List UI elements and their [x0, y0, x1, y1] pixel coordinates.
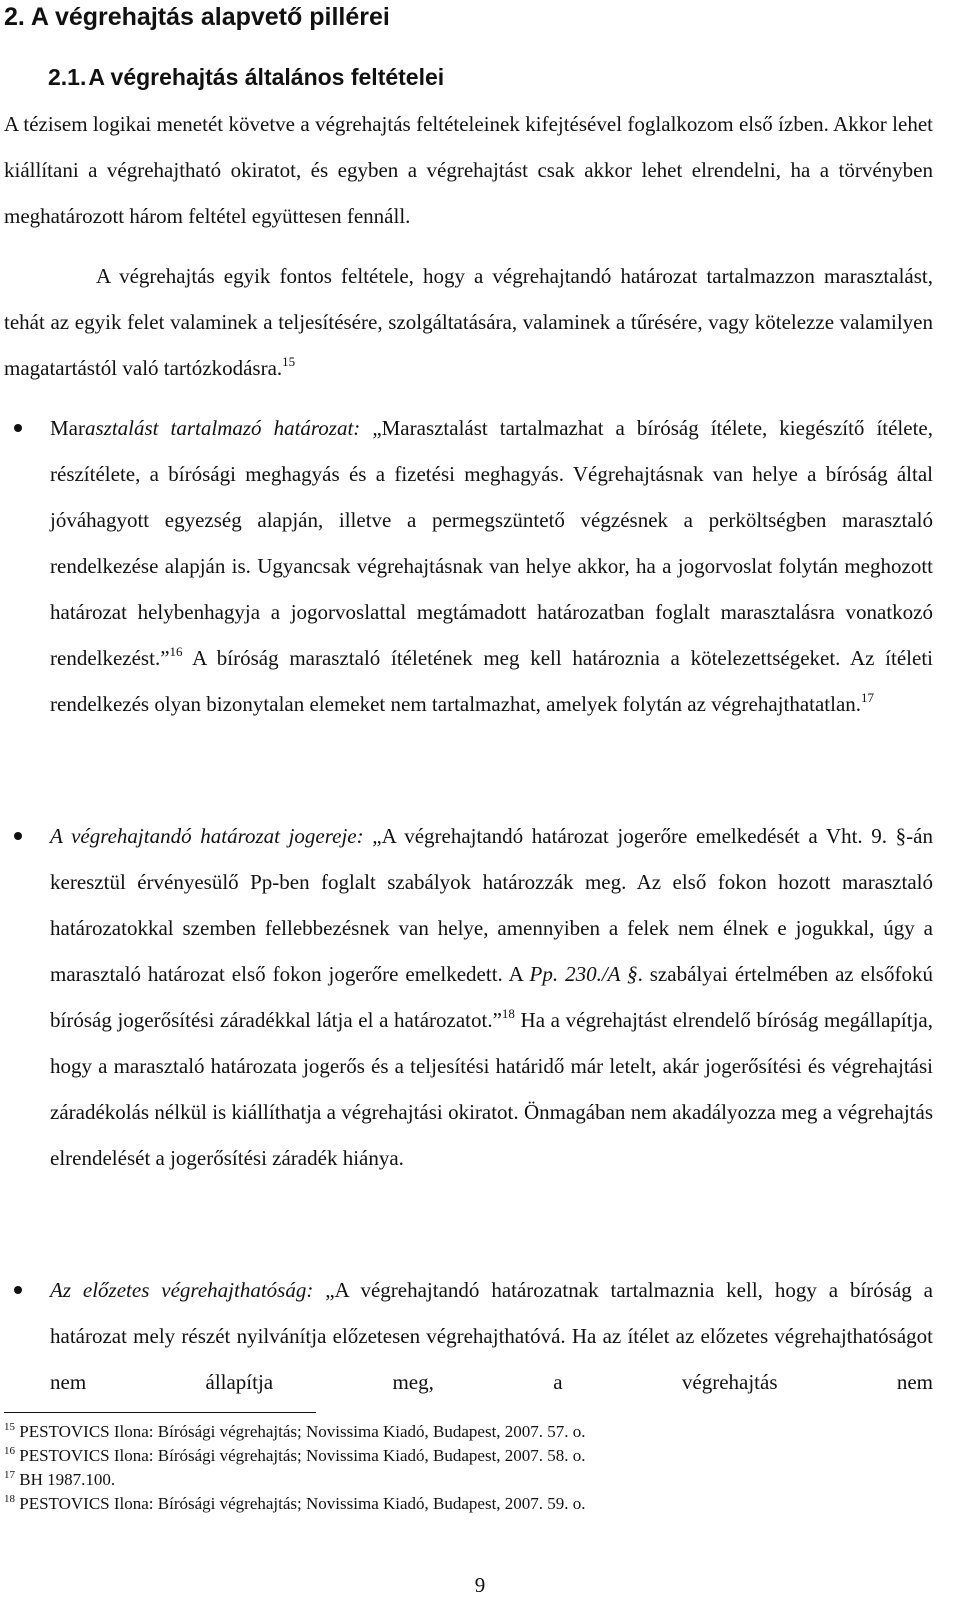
bullet-body: „A végrehajtandó határozatnak tartalmaznia kell, hogy a bíróság a határozat mely részét nyilvánítja előzetesen végrehajthatóvá. Ha az ítélet az előzetes végrehajthatóságot nem állapítja meg, a végrehajtás nem	[50, 1278, 933, 1394]
footnote	[4, 1444, 933, 1468]
page-number: 9	[474, 1573, 486, 1597]
bullet-icon	[14, 832, 22, 840]
footnote-number: 17	[4, 1469, 15, 1481]
bullet-text	[50, 813, 933, 1181]
bullet-icon	[14, 424, 22, 432]
bullet-icon	[14, 1286, 22, 1294]
bullet-lead-italic: Az előzetes végrehajthatóság:	[50, 1278, 314, 1302]
footnote-ref-18: 18	[501, 1006, 515, 1021]
condition-paragraph	[4, 253, 933, 391]
section-number: 2.1.	[48, 64, 87, 90]
footnote	[4, 1492, 933, 1516]
bullet-body-a: „Marasztalást tartalmazhat a bíróság ítélete, kiegészítő ítélete, részítélete, a bírósági meghagyás és a fizetési meghagyás. Végrehajtásnak van helye a bíróság által jóváhagyott egyezség alapján, illetve a permegszüntető végzésnek a perköltségben marasztaló rendelkezése alapján is. Ugyancsak végrehajtásnak van helye akkor, ha a jogorvoslat folytán meghozott határozat helybenhagyja a jogorvoslattal megtámadott határozatban foglalt marasztalásra vonatkozó rendelkezést.”	[50, 416, 933, 670]
bullet-body-a: „A végrehajtandó határozat jogerőre emelkedését a Vht. 9. §-án keresztül érvényesülő Pp-ben foglalt szabályok határozzák meg. Az első fokon hozott marasztaló határozatokkal szemben fellebbezésnek van helye, amennyiben a felek nem élnek e jogukkal, úgy a marasztaló határozat első fokon jogerőre emelkedett. A	[50, 824, 934, 986]
bullet-body-b: A bíróság marasztaló ítéletének meg kell határoznia a kötelezettségeket. Az ítéleti rendelkezés olyan bizonytalan elemeket nem tartalmazhat, amelyek folytán az végrehajthatatlan.	[50, 646, 933, 716]
bullet-lead-italic: asztalást tartalmazó határozat:	[85, 416, 361, 440]
condition-paragraph-text: A végrehajtás egyik fontos feltétele, hogy a végrehajtandó határozat tartalmazzon marasztalást, tehát az egyik felet valaminek a teljesítésére, szolgáltatására, valaminek a tűrésére, vagy kötelezze valamilyen magatartástól való tartózkodásra.	[4, 264, 933, 380]
footnote-number: 16	[4, 1445, 15, 1457]
footnote-ref-15: 15	[282, 354, 296, 369]
bullet-italic-ref: Pp. 230./A §	[529, 962, 638, 986]
footnote-separator	[4, 1412, 316, 1413]
intro-paragraph: A tézisem logikai menetét követve a végrehajtás feltételeinek kifejtésével foglalkozom első ízben. Akkor lehet kiállítani a végrehajtható okiratot, és egyben a végrehajtást csak akkor lehet elrendelni, ha a törvényben meghatározott három feltétel együttesen fennáll.	[4, 112, 933, 228]
bullet-lead-italic: A végrehajtandó határozat jogereje:	[50, 824, 364, 848]
footnotes	[4, 1420, 933, 1516]
footnote	[4, 1468, 933, 1492]
footnote	[4, 1420, 933, 1444]
footnote-text: PESTOVICS Ilona: Bírósági végrehajtás; Novissima Kiadó, Budapest, 2007. 58. o.	[15, 1446, 586, 1465]
section-heading	[48, 62, 444, 92]
chapter-heading: 2. A végrehajtás alapvető pillérei	[4, 3, 390, 31]
footnote-number: 15	[4, 1421, 15, 1433]
bullet-lead-plain: Mar	[50, 416, 85, 440]
footnote-ref-16: 16	[169, 644, 183, 659]
bullet-text	[50, 1267, 933, 1405]
bullet-body-b: . szabályai értelmében az elsőfokú bíróság jogerősítési záradékkal látja el a határozatot.”	[50, 962, 933, 1032]
bullet-text	[50, 405, 933, 727]
footnote-text: PESTOVICS Ilona: Bírósági végrehajtás; Novissima Kiadó, Budapest, 2007. 57. o.	[15, 1422, 586, 1441]
footnote-ref-17: 17	[861, 690, 875, 705]
footnote-text: PESTOVICS Ilona: Bírósági végrehajtás; Novissima Kiadó, Budapest, 2007. 59. o.	[15, 1494, 586, 1513]
bullet-body-c: Ha a végrehajtást elrendelő bíróság megállapítja, hogy a marasztaló határozata jogerős és a teljesítési határidő már letelt, akár jogerősítési és végrehajtási záradékolás nélkül is kiállíthatja a végrehajtási okiratot. Önmagában nem akadályozza meg a végrehajtás elrendelését a jogerősítési záradék hiánya.	[50, 1008, 934, 1170]
footnote-number: 18	[4, 1493, 15, 1505]
section-title: A végrehajtás általános feltételei	[88, 64, 445, 90]
footnote-text: BH 1987.100.	[15, 1470, 116, 1489]
